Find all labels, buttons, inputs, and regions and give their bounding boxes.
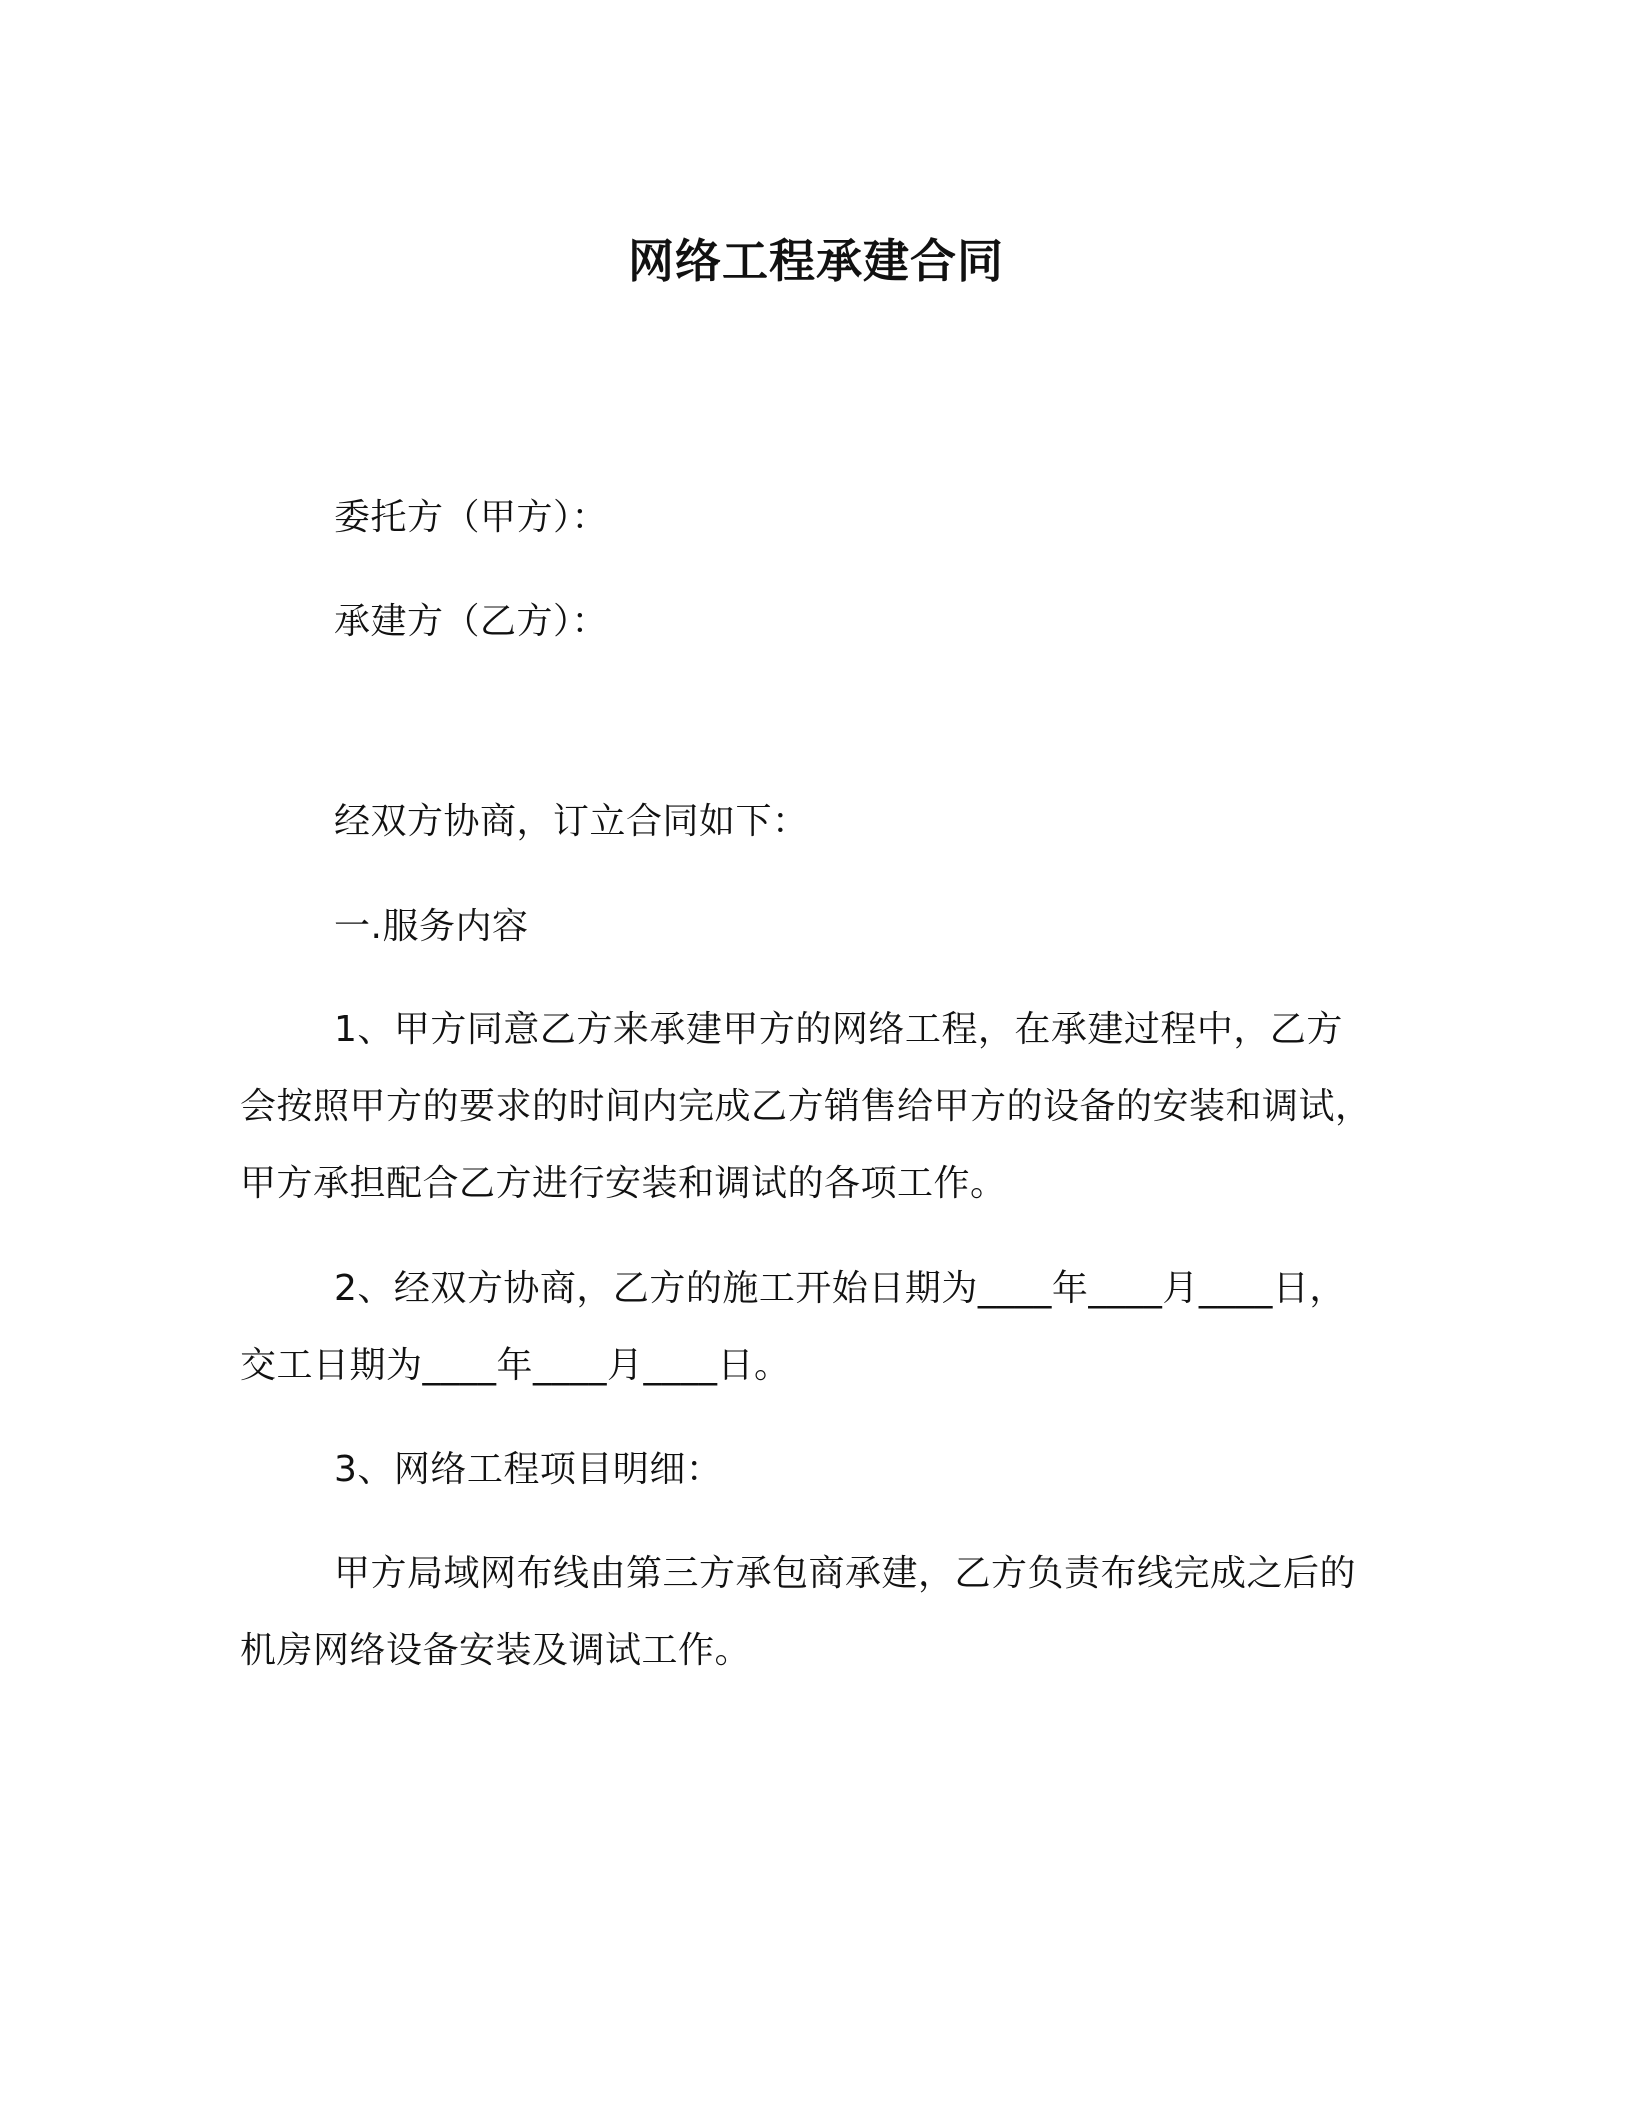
party-b-label: 承建方（乙方）： bbox=[334, 601, 609, 642]
clause-1-line-3: 甲方承担配合乙方进行安装和调试的各项工作。 bbox=[240, 1163, 1007, 1204]
clause-2-line-2: 交工日期为____年____月____日。 bbox=[240, 1345, 791, 1386]
clause-3-heading: 3、网络工程项目明细： bbox=[334, 1449, 723, 1490]
clause-1-line-2: 会按照甲方的要求的时间内完成乙方销售给甲方的设备的安装和调试， bbox=[240, 1086, 1372, 1127]
clause-3-line-2: 机房网络设备安装及调试工作。 bbox=[240, 1630, 752, 1671]
clause-3-line-1: 甲方局域网布线由第三方承包商承建，乙方负责布线完成之后的 bbox=[334, 1553, 1357, 1594]
clause-2-line-1: 2、经双方协商，乙方的施工开始日期为____年____月____日， bbox=[334, 1268, 1346, 1309]
section-heading-service-content: 一.服务内容 bbox=[334, 906, 529, 947]
intro-paragraph: 经双方协商，订立合同如下： bbox=[334, 801, 809, 842]
document-title: 网络工程承建合同 bbox=[628, 234, 1004, 288]
clause-1-line-1: 1、甲方同意乙方来承建甲方的网络工程，在承建过程中，乙方 bbox=[334, 1009, 1343, 1050]
party-a-label: 委托方（甲方）： bbox=[334, 497, 609, 538]
